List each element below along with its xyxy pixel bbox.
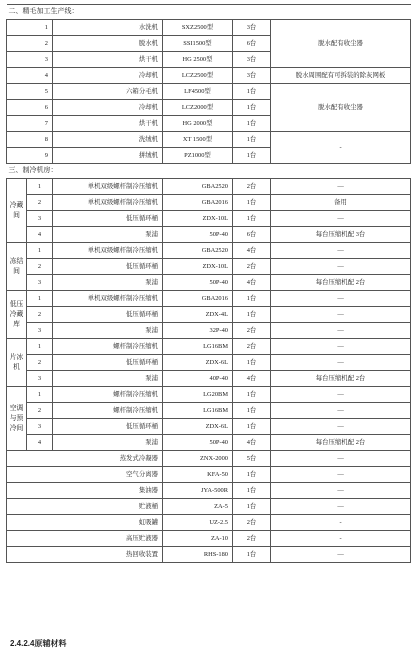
equipment-note: — xyxy=(271,179,411,195)
table-row xyxy=(7,515,411,531)
equipment-note: — xyxy=(271,355,411,371)
table-row xyxy=(7,291,411,307)
equipment-qty: 2台 xyxy=(233,531,271,547)
equipment-note: — xyxy=(271,451,411,467)
equipment-note: — xyxy=(271,467,411,483)
table-row xyxy=(7,323,411,339)
equipment-name: 低压循环桶 xyxy=(53,419,163,435)
equipment-model: LCZ2500型 xyxy=(163,68,233,84)
equipment-model: PZ1000型 xyxy=(163,148,233,164)
row-number: 1 xyxy=(27,291,53,307)
equipment-note: 备用 xyxy=(271,195,411,211)
equipment-model: LCZ2000型 xyxy=(163,100,233,116)
group-label: 冷藏间 xyxy=(7,179,27,243)
equipment-qty: 1台 xyxy=(233,211,271,227)
section-title-row xyxy=(7,164,411,179)
equipment-qty: 1台 xyxy=(233,355,271,371)
equipment-model: ZDX-4L xyxy=(163,307,233,323)
equipment-qty: 3台 xyxy=(233,52,271,68)
equipment-name: 热回收装置 xyxy=(7,547,163,563)
row-number: 9 xyxy=(7,148,53,164)
equipment-name: 烘干机 xyxy=(53,52,163,68)
equipment-qty: 5台 xyxy=(233,451,271,467)
equipment-name: 低压循环桶 xyxy=(53,259,163,275)
equipment-model: ZDX-10L xyxy=(163,259,233,275)
equipment-model: SSI1500型 xyxy=(163,36,233,52)
equipment-qty: 1台 xyxy=(233,132,271,148)
equipment-name: 泵浦 xyxy=(53,323,163,339)
equipment-qty: 2台 xyxy=(233,339,271,355)
equipment-model: ZDX-6L xyxy=(163,355,233,371)
equipment-note: — xyxy=(271,499,411,515)
table-row xyxy=(7,339,411,355)
equipment-name: 拼绒机 xyxy=(53,148,163,164)
row-number: 3 xyxy=(27,211,53,227)
table-row xyxy=(7,355,411,371)
row-number: 4 xyxy=(27,227,53,243)
equipment-model: SXZ2500型 xyxy=(163,20,233,36)
equipment-note: — xyxy=(271,259,411,275)
equipment-model: GBA2016 xyxy=(163,291,233,307)
table-row xyxy=(7,371,411,387)
equipment-model: HG 2000型 xyxy=(163,116,233,132)
equipment-name: 冷却机 xyxy=(53,100,163,116)
equipment-name: 单机双级螺杆制冷压缩机 xyxy=(53,243,163,259)
table-row xyxy=(7,435,411,451)
equipment-qty: 1台 xyxy=(233,84,271,100)
row-number: 4 xyxy=(27,435,53,451)
table-row xyxy=(7,275,411,291)
equipment-model: 50P-40 xyxy=(163,435,233,451)
equipment-qty: 2台 xyxy=(233,515,271,531)
table-row xyxy=(7,547,411,563)
equipment-model: 32P-40 xyxy=(163,323,233,339)
section-title: 三、制冷机房： xyxy=(7,164,411,179)
equipment-note: — xyxy=(271,291,411,307)
table-row xyxy=(7,387,411,403)
equipment-name: 蒸发式冷凝器 xyxy=(7,451,163,467)
equipment-qty: 1台 xyxy=(233,387,271,403)
group-label: 低压冷藏库 xyxy=(7,291,27,339)
equipment-model: GBA2016 xyxy=(163,195,233,211)
equipment-model: RHS-180 xyxy=(163,547,233,563)
equipment-qty: 1台 xyxy=(233,419,271,435)
equipment-name: 低压循环桶 xyxy=(53,307,163,323)
equipment-model: ZDX-10L xyxy=(163,211,233,227)
row-number: 1 xyxy=(27,179,53,195)
equipment-name: 虹吸罐 xyxy=(7,515,163,531)
table-row xyxy=(7,259,411,275)
equipment-model: XT 1500型 xyxy=(163,132,233,148)
equipment-qty: 3台 xyxy=(233,20,271,36)
equipment-note: - xyxy=(271,531,411,547)
equipment-name: 贮液桶 xyxy=(7,499,163,515)
equipment-qty: 2台 xyxy=(233,179,271,195)
table-row xyxy=(7,243,411,259)
equipment-name: 六箱分毛机 xyxy=(53,84,163,100)
group-label: 空调与预冷间 xyxy=(7,387,27,451)
equipment-note: — xyxy=(271,339,411,355)
equipment-note: — xyxy=(271,323,411,339)
equipment-name: 螺杆制冷压缩机 xyxy=(53,403,163,419)
equipment-note: 脱水配有收尘器 xyxy=(271,20,411,68)
equipment-name: 低压循环桶 xyxy=(53,211,163,227)
table-row xyxy=(7,68,411,84)
equipment-note: 脱水周围配有可拆装的除灰网板 xyxy=(271,68,411,84)
equipment-name: 空气分离器 xyxy=(7,467,163,483)
row-number: 3 xyxy=(27,323,53,339)
equipment-note: 每台压缩机配 3台 xyxy=(271,227,411,243)
equipment-qty: 4台 xyxy=(233,371,271,387)
equipment-name: 螺杆制冷压缩机 xyxy=(53,339,163,355)
equipment-name: 脱水机 xyxy=(53,36,163,52)
table-row xyxy=(7,195,411,211)
equipment-model: GBA2520 xyxy=(163,179,233,195)
equipment-note: — xyxy=(271,483,411,499)
section-title: 二、精毛加工生产线： xyxy=(7,5,411,20)
equipment-note: — xyxy=(271,419,411,435)
equipment-note: — xyxy=(271,387,411,403)
table-row xyxy=(7,451,411,467)
equipment-model: ZDX-6L xyxy=(163,419,233,435)
equipment-qty: 1台 xyxy=(233,307,271,323)
equipment-model: 40P-40 xyxy=(163,371,233,387)
row-number: 3 xyxy=(7,52,53,68)
equipment-qty: 1台 xyxy=(233,100,271,116)
equipment-model: GBA2520 xyxy=(163,243,233,259)
equipment-model: 50P-40 xyxy=(163,275,233,291)
equipment-note: 每台压缩机配 2台 xyxy=(271,275,411,291)
equipment-qty: 1台 xyxy=(233,116,271,132)
equipment-qty: 1台 xyxy=(233,499,271,515)
equipment-model: KFA-50 xyxy=(163,467,233,483)
equipment-note: - xyxy=(271,515,411,531)
equipment-qty: 6台 xyxy=(233,36,271,52)
equipment-name: 单机双级螺杆制冷压缩机 xyxy=(53,179,163,195)
equipment-name: 烘干机 xyxy=(53,116,163,132)
table-row xyxy=(7,132,411,148)
equipment-note: 脱水配有收尘器 xyxy=(271,84,411,132)
equipment-note: — xyxy=(271,547,411,563)
equipment-qty: 3台 xyxy=(233,68,271,84)
equipment-qty: 4台 xyxy=(233,275,271,291)
equipment-qty: 4台 xyxy=(233,243,271,259)
equipment-name: 单机双级螺杆制冷压缩机 xyxy=(53,291,163,307)
row-number: 2 xyxy=(27,195,53,211)
equipment-qty: 1台 xyxy=(233,403,271,419)
equipment-model: HG 2500型 xyxy=(163,52,233,68)
equipment-model: 50P-40 xyxy=(163,227,233,243)
equipment-model: LG16BM xyxy=(163,339,233,355)
table-row xyxy=(7,483,411,499)
equipment-name: 冷却机 xyxy=(53,68,163,84)
row-number: 2 xyxy=(27,307,53,323)
row-number: 5 xyxy=(7,84,53,100)
table-row xyxy=(7,419,411,435)
equipment-note: — xyxy=(271,211,411,227)
row-number: 7 xyxy=(7,116,53,132)
equipment-name: 水洗机 xyxy=(53,20,163,36)
group-label: 片冰机 xyxy=(7,339,27,387)
equipment-model: UZ-2.5 xyxy=(163,515,233,531)
section-title-row xyxy=(7,5,411,20)
group-label: 冻结间 xyxy=(7,243,27,291)
table-row xyxy=(7,20,411,36)
row-number: 1 xyxy=(7,20,53,36)
equipment-model: LG16BM xyxy=(163,403,233,419)
equipment-name: 泵浦 xyxy=(53,435,163,451)
equipment-document xyxy=(6,4,410,563)
table-row xyxy=(7,499,411,515)
row-number: 3 xyxy=(27,371,53,387)
equipment-name: 洗绒机 xyxy=(53,132,163,148)
row-number: 2 xyxy=(27,259,53,275)
row-number: 3 xyxy=(27,275,53,291)
equipment-model: LG20BM xyxy=(163,387,233,403)
table-row xyxy=(7,403,411,419)
equipment-model: JYA-500R xyxy=(163,483,233,499)
equipment-qty: 6台 xyxy=(233,227,271,243)
equipment-model: ZNX-2000 xyxy=(163,451,233,467)
row-number: 2 xyxy=(7,36,53,52)
equipment-qty: 4台 xyxy=(233,435,271,451)
equipment-note: — xyxy=(271,243,411,259)
equipment-qty: 2台 xyxy=(233,323,271,339)
row-number: 1 xyxy=(27,387,53,403)
equipment-qty: 1台 xyxy=(233,467,271,483)
equipment-name: 泵浦 xyxy=(53,275,163,291)
row-number: 6 xyxy=(7,100,53,116)
table-row xyxy=(7,211,411,227)
section-heading: 2.4.2.4原辅材料 xyxy=(10,639,67,648)
row-number: 1 xyxy=(27,339,53,355)
equipment-name: 螺杆制冷压缩机 xyxy=(53,387,163,403)
equipment-model: LF4500型 xyxy=(163,84,233,100)
equipment-name: 集油器 xyxy=(7,483,163,499)
equipment-name: 泵浦 xyxy=(53,371,163,387)
row-number: 3 xyxy=(27,419,53,435)
equipment-name: 单机双级螺杆制冷压缩机 xyxy=(53,195,163,211)
row-number: 8 xyxy=(7,132,53,148)
equipment-note: 每台压缩机配 2台 xyxy=(271,435,411,451)
equipment-name: 泵浦 xyxy=(53,227,163,243)
equipment-name: 高压贮液器 xyxy=(7,531,163,547)
equipment-note: — xyxy=(271,403,411,419)
table-row xyxy=(7,84,411,100)
table-row xyxy=(7,227,411,243)
equipment-qty: 1台 xyxy=(233,547,271,563)
equipment-note: — xyxy=(271,307,411,323)
equipment-qty: 1台 xyxy=(233,291,271,307)
table-row xyxy=(7,307,411,323)
row-number: 4 xyxy=(7,68,53,84)
equipment-note: 每台压缩机配 2台 xyxy=(271,371,411,387)
row-number: 2 xyxy=(27,403,53,419)
equipment-model: ZA-5 xyxy=(163,499,233,515)
equipment-qty: 1台 xyxy=(233,148,271,164)
table-row xyxy=(7,467,411,483)
row-number: 2 xyxy=(27,355,53,371)
table-row xyxy=(7,179,411,195)
equipment-table xyxy=(6,4,411,563)
equipment-note: - xyxy=(271,132,411,164)
table-row xyxy=(7,531,411,547)
equipment-qty: 2台 xyxy=(233,259,271,275)
equipment-model: ZA-10 xyxy=(163,531,233,547)
equipment-qty: 1台 xyxy=(233,195,271,211)
row-number: 1 xyxy=(27,243,53,259)
equipment-qty: 1台 xyxy=(233,483,271,499)
equipment-name: 低压循环桶 xyxy=(53,355,163,371)
